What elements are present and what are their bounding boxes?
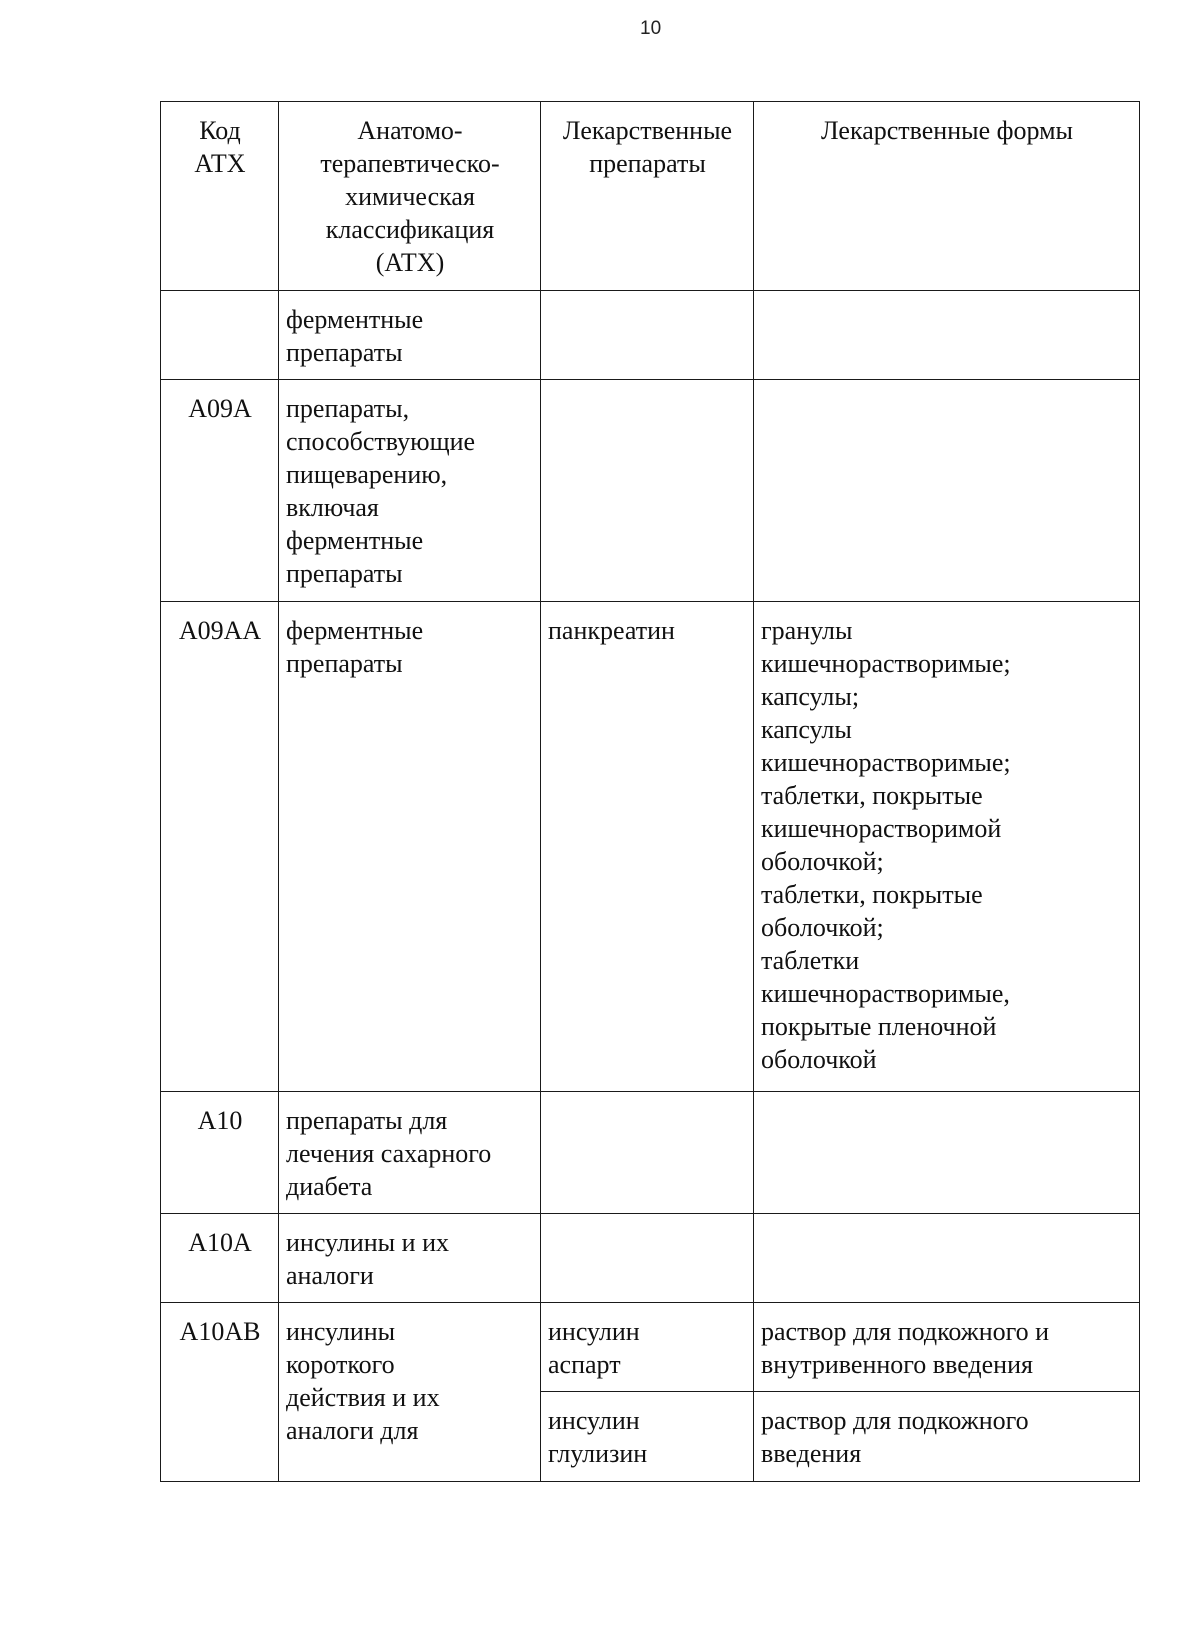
header-forms-line: Лекарственные формы <box>820 116 1074 145</box>
classification-line: ферментные <box>286 526 424 555</box>
classification-line: действия и их <box>286 1383 440 1412</box>
drug-line: глулизин <box>548 1439 648 1468</box>
forms-cell <box>754 291 1140 380</box>
header-drugs-line: препараты <box>589 149 706 178</box>
code-cell: A09A <box>161 380 279 602</box>
forms-line: кишечнорастворимой <box>761 814 1002 843</box>
code-cell: A10A <box>161 1214 279 1303</box>
forms-cell <box>754 602 1140 1092</box>
header-drugs <box>541 102 754 291</box>
classification-line: инсулины и их <box>286 1228 449 1257</box>
header-code <box>161 102 279 291</box>
classification-cell <box>279 291 541 380</box>
table-row <box>161 1214 1140 1303</box>
classification-line: препараты для <box>286 1106 448 1135</box>
header-classification-line: терапевтическо- <box>320 149 500 178</box>
forms-cell <box>754 380 1140 602</box>
header-drugs-line: Лекарственные <box>562 116 733 145</box>
forms-line: капсулы; <box>761 682 860 711</box>
classification-line: аналоги <box>286 1261 374 1290</box>
forms-line: кишечнорастворимые; <box>761 748 1011 777</box>
drug-cell <box>541 1092 754 1214</box>
forms-line: оболочкой; <box>761 847 884 876</box>
forms-line: раствор для подкожного <box>761 1406 1029 1435</box>
forms-line: введения <box>761 1439 862 1468</box>
classification-line: лечения сахарного <box>286 1139 492 1168</box>
forms-line: кишечнорастворимые, <box>761 979 1010 1008</box>
classification-cell <box>279 1092 541 1214</box>
forms-line: капсулы <box>761 715 852 744</box>
drug-cell <box>541 1214 754 1303</box>
code-cell: A10AB <box>161 1303 279 1482</box>
classification-line: препараты <box>286 559 403 588</box>
forms-line: оболочкой <box>761 1045 877 1074</box>
classification-line: препараты <box>286 649 403 678</box>
forms-line: внутривенного введения <box>761 1350 1033 1379</box>
page-number: 10 <box>640 18 662 39</box>
forms-line: покрытые пленочной <box>761 1012 997 1041</box>
table-row <box>161 380 1140 602</box>
forms-line: таблетки, покрытые <box>761 880 983 909</box>
table-row <box>161 291 1140 380</box>
drug-cell <box>541 380 754 602</box>
forms-line: гранулы <box>761 616 853 645</box>
classification-cell <box>279 380 541 602</box>
classification-cell <box>279 602 541 1092</box>
classification-line: инсулины <box>286 1317 396 1346</box>
drug-cell <box>541 1392 754 1482</box>
forms-cell <box>754 1392 1140 1482</box>
forms-cell <box>754 1303 1140 1392</box>
classification-line: включая <box>286 493 379 522</box>
forms-cell <box>754 1214 1140 1303</box>
drug-line: инсулин <box>548 1406 640 1435</box>
classification-line: пищеварению, <box>286 460 448 489</box>
header-classification <box>279 102 541 291</box>
classification-line: диабета <box>286 1172 373 1201</box>
classification-cell <box>279 1214 541 1303</box>
table-header-row <box>161 102 1140 291</box>
table-row <box>161 1303 1140 1392</box>
header-classification-line: (АТХ) <box>375 248 445 277</box>
drug-line: аспарт <box>548 1350 621 1379</box>
drug-cell <box>541 602 754 1092</box>
forms-line: оболочкой; <box>761 913 884 942</box>
atx-table <box>160 101 1140 1482</box>
table-row <box>161 602 1140 1092</box>
header-classification-line: химическая <box>345 182 475 211</box>
classification-line: способствующие <box>286 427 476 456</box>
drug-cell <box>541 291 754 380</box>
header-code-line: Код <box>199 116 241 145</box>
forms-line: раствор для подкожного и <box>761 1317 1050 1346</box>
code-cell: A10 <box>161 1092 279 1214</box>
classification-line: аналоги для <box>286 1416 419 1445</box>
header-classification-line: классификация <box>325 215 495 244</box>
forms-line: таблетки, покрытые <box>761 781 983 810</box>
forms-line: таблетки <box>761 946 860 975</box>
classification-cell <box>279 1303 541 1482</box>
forms-line: кишечнорастворимые; <box>761 649 1011 678</box>
classification-line: ферментные <box>286 305 424 334</box>
classification-line: препараты, <box>286 394 410 423</box>
classification-line: ферментные <box>286 616 424 645</box>
drug-line: инсулин <box>548 1317 640 1346</box>
code-cell: A09AA <box>161 602 279 1092</box>
header-code-line: АТХ <box>194 149 246 178</box>
classification-line: препараты <box>286 338 403 367</box>
code-cell <box>161 291 279 380</box>
table-row <box>161 1092 1140 1214</box>
header-forms <box>754 102 1140 291</box>
drug-cell <box>541 1303 754 1392</box>
classification-line: короткого <box>286 1350 395 1379</box>
forms-cell <box>754 1092 1140 1214</box>
header-classification-line: Анатомо- <box>357 116 463 145</box>
drug-line: панкреатин <box>548 616 675 645</box>
